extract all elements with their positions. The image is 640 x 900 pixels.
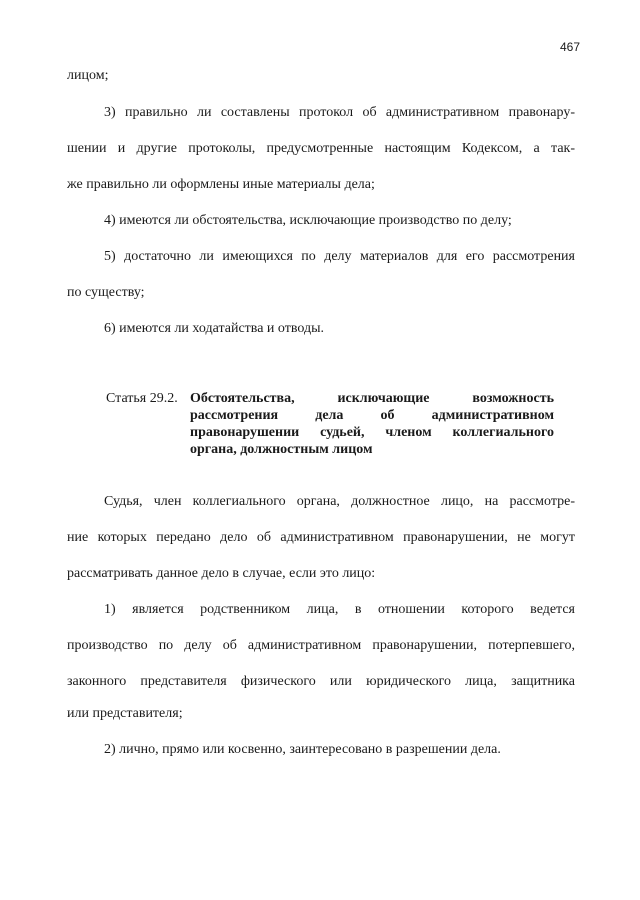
paragraph-line: рассматривать данное дело в случае, если это лицо: <box>67 566 376 581</box>
paragraph-line: 1) является родственником лица, в отношении которого ведется <box>104 602 575 617</box>
paragraph-line: же правильно ли оформлены иные материалы дела; <box>67 177 375 192</box>
paragraph-line: шении и другие протоколы, предусмотренные настоящим Кодексом, а так- <box>67 141 575 156</box>
paragraph-line: производство по делу об административном правонарушении, потерпевшего, <box>67 638 575 653</box>
article-label: Статья 29.2. <box>106 391 178 406</box>
paragraph-line: 2) лично, прямо или косвенно, заинтересовано в разрешении дела. <box>104 742 501 757</box>
paragraph-line: 4) имеются ли обстоятельства, исключающие производство по делу; <box>104 213 512 228</box>
page-number: 467 <box>559 40 580 54</box>
paragraph-line: 3) правильно ли составлены протокол об административном правонару- <box>104 105 575 120</box>
paragraph-line: 6) имеются ли ходатайства и отводы. <box>104 321 324 336</box>
paragraph-line: Судья, член коллегиального органа, должностное лицо, на рассмотре- <box>104 494 575 509</box>
article-title-line: рассмотрения дела об административном <box>190 408 554 423</box>
article-title-line: правонарушении судьей, членом коллегиального <box>190 425 554 440</box>
paragraph-line: лицом; <box>67 68 109 83</box>
paragraph-line: 5) достаточно ли имеющихся по делу материалов для его рассмотрения <box>104 249 575 264</box>
paragraph-line: ние которых передано дело об административном правонарушении, не могут <box>67 530 575 545</box>
paragraph-line: или представителя; <box>67 706 183 721</box>
article-title-line: органа, должностным лицом <box>190 442 373 457</box>
paragraph-line: законного представителя физического или юридического лица, защитника <box>67 674 575 689</box>
article-title-line: Обстоятельства, исключающие возможность <box>190 391 554 406</box>
paragraph-line: по существу; <box>67 285 145 300</box>
